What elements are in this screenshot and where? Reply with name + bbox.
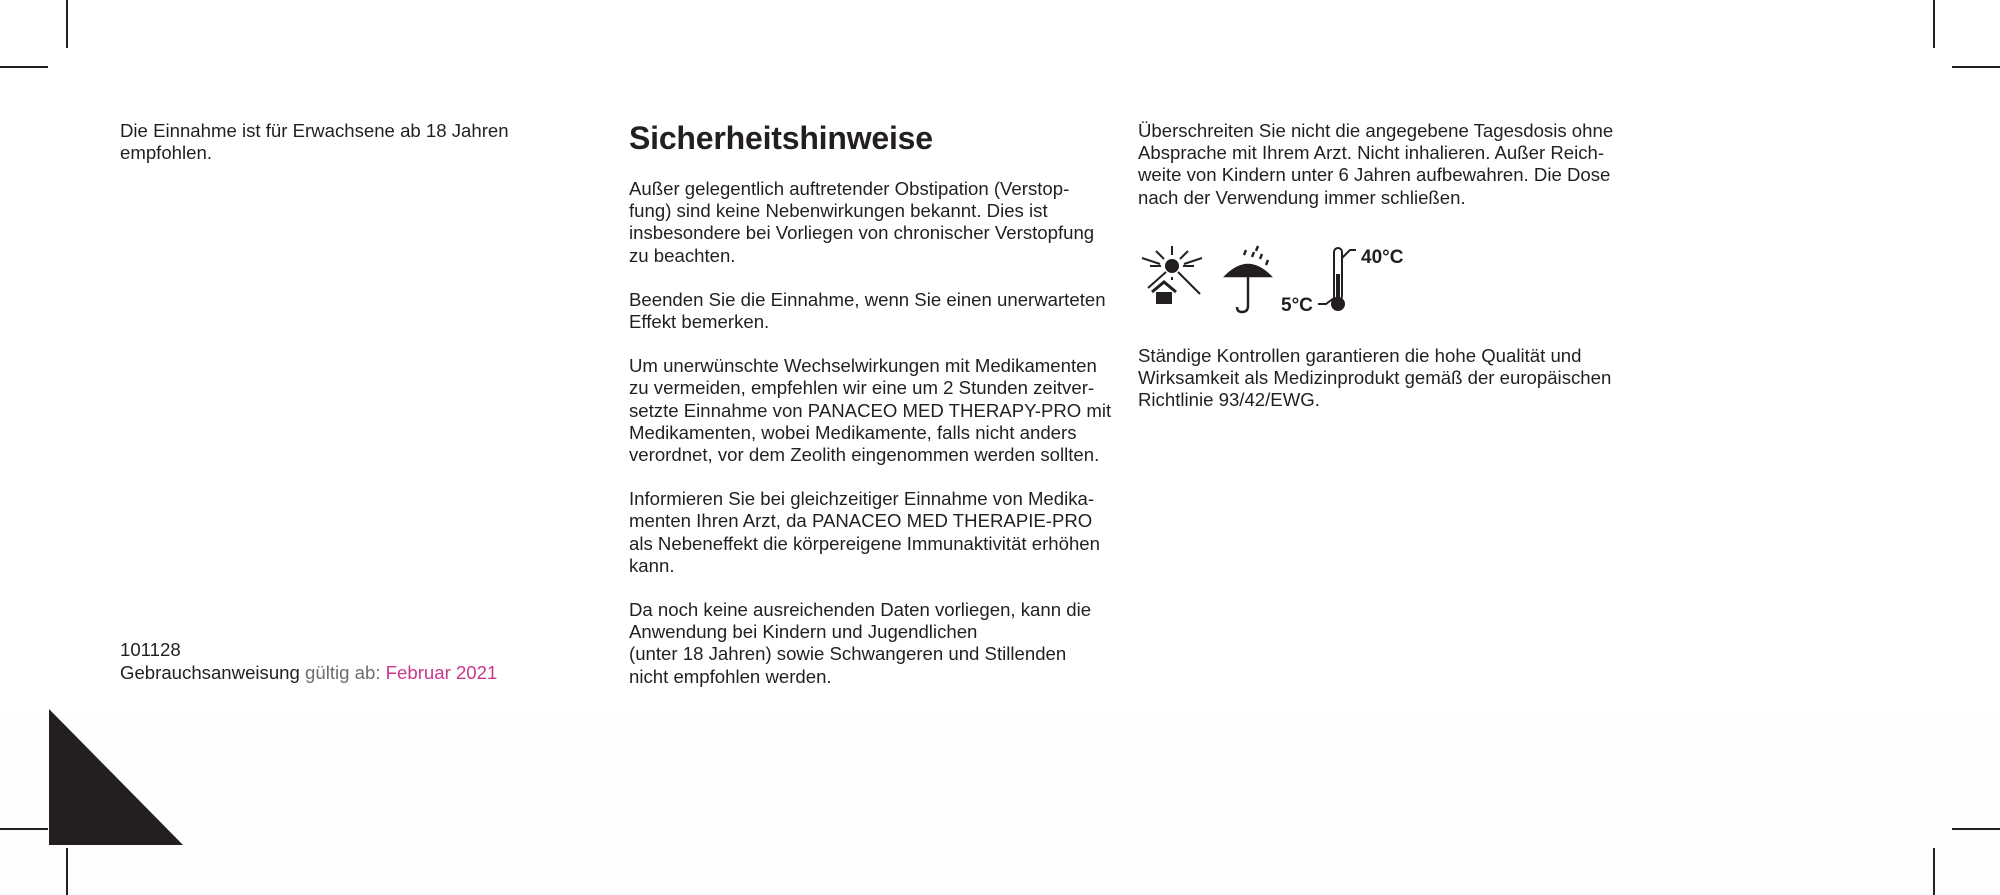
safety-paragraph: Um unerwünschte Wechselwirkungen mit Medikamenten zu vermeiden, empfehlen wir eine um 2 Stunden zeitver- setzte Einnahme von PANACEO MED THERAPY-PRO mit Medikamenten, wobei Medikamente, falls nicht anders verordnet, vor dem Zeolith eingenommen werden sollten. bbox=[629, 355, 1112, 466]
paragraph-gap bbox=[629, 267, 1119, 289]
quality-block bbox=[1138, 345, 1638, 412]
paragraph-gap bbox=[629, 333, 1119, 355]
crop-mark-top-left-vertical bbox=[66, 0, 68, 48]
intro-text: Die Einnahme ist für Erwachsene ab 18 Jahren empfohlen. bbox=[120, 120, 509, 164]
keep-dry-icon bbox=[1226, 246, 1270, 312]
safety-paragraph: Beenden Sie die Einnahme, wenn Sie einen unerwarteten Effekt bemerken. bbox=[629, 288, 1106, 333]
storage-symbols bbox=[1138, 244, 1448, 316]
keep-away-from-sunlight-icon bbox=[1142, 246, 1202, 304]
instructions-label: Gebrauchsanweisung bbox=[120, 662, 300, 683]
crop-mark-bottom-right-horizontal bbox=[1952, 828, 2000, 830]
safety-paragraph: Da noch keine ausreichenden Daten vorliegen, kann die Anwendung bei Kindern und Jugendlichen (unter 18 Jahren) sowie Schwangeren und Stillenden nicht empfohlen werden. bbox=[629, 599, 1092, 687]
min-temperature-label: 5°C bbox=[1281, 295, 1313, 316]
quality-statement: Ständige Kontrollen garantieren die hohe Qualität und Wirksamkeit als Medizinprodukt gemäß der europäischen Richtlinie 93/42/EWG. bbox=[1138, 345, 1612, 411]
corner-triangle bbox=[49, 709, 183, 845]
section-title: Sicherheitshinweise bbox=[629, 120, 933, 156]
max-temperature-label: 40°C bbox=[1361, 247, 1404, 268]
crop-mark-bottom-left-horizontal bbox=[0, 828, 48, 830]
valid-date: Februar 2021 bbox=[385, 662, 498, 683]
dosage-warning: Überschreiten Sie nicht die angegebene Tagesdosis ohne Absprache mit Ihrem Arzt. Nicht inhalieren. Außer Reich- weite von Kindern unter 6 Jahren aufbewahren. Die Dose nach der Verwendung immer schließen. bbox=[1138, 120, 1614, 208]
crop-mark-bottom-right-vertical bbox=[1933, 848, 1935, 895]
validity-line bbox=[120, 661, 497, 684]
article-code: 101128 bbox=[120, 639, 181, 660]
paragraph-gap bbox=[629, 466, 1119, 488]
safety-paragraph: Außer gelegentlich auftretender Obstipation (Verstop- fung) sind keine Nebenwirkungen bekannt. Dies ist insbesondere bei Vorliegen von chronischer Verstopfung zu beachten. bbox=[629, 178, 1095, 266]
safety-paragraph: Informieren Sie bei gleichzeitiger Einnahme von Medika- menten Ihren Arzt, da PANACEO MED THERAPIE-PRO als Nebeneffekt die körpereigene Immunaktivität erhöhen kann. bbox=[629, 488, 1100, 576]
paragraph-gap bbox=[629, 577, 1119, 599]
left-column bbox=[120, 120, 540, 164]
crop-mark-top-right-vertical bbox=[1933, 0, 1935, 48]
middle-column bbox=[629, 120, 1119, 688]
right-column bbox=[1138, 120, 1638, 209]
footer bbox=[120, 638, 497, 684]
crop-mark-bottom-left-vertical bbox=[66, 848, 68, 895]
safety-paragraphs bbox=[629, 178, 1119, 688]
valid-from-label: gültig ab: bbox=[305, 662, 381, 683]
crop-mark-top-left-horizontal bbox=[0, 66, 48, 68]
crop-mark-top-right-horizontal bbox=[1952, 66, 2000, 68]
temperature-limit-icon bbox=[1318, 248, 1356, 310]
